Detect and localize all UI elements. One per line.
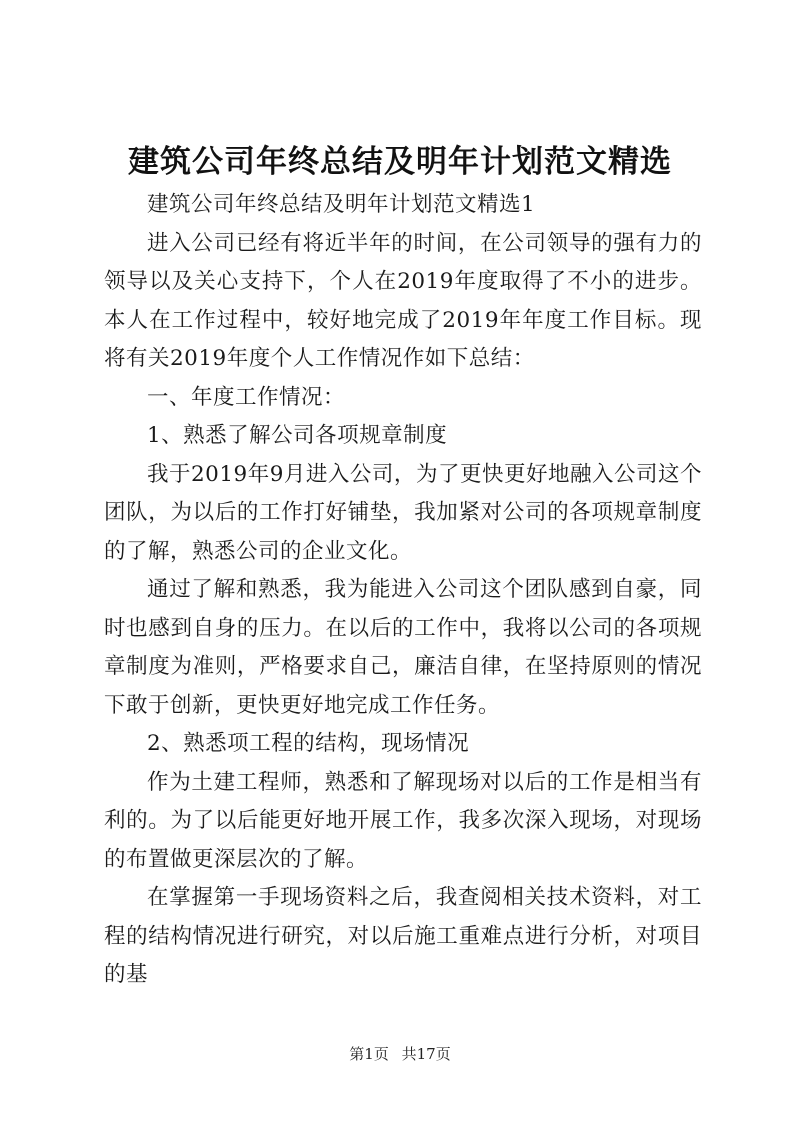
- paragraph: 我于2019年9月进入公司，为了更快更好地融入公司这个团队，为以后的工作打好铺垫，我加紧对公司的各项规章制度的了解，熟悉公司的企业文化。: [104, 461, 702, 564]
- paragraph: 在掌握第一手现场资料之后，我查阅相关技术资料，对工程的结构情况进行研究，对以后施工重难点进行分析，对项目的基: [104, 885, 702, 987]
- page-number: 第1页: [349, 1045, 389, 1063]
- document-title: 建筑公司年终总结及明年计划范文精选: [128, 144, 672, 180]
- page-footer: [0, 1044, 800, 1064]
- section-heading: 一、年度工作情况：: [147, 384, 346, 410]
- section-heading: 2、熟悉项工程的结构，现场情况: [147, 731, 470, 756]
- document-body: [104, 186, 702, 995]
- paragraph: 进入公司已经有将近半年的时间，在公司领导的强有力的领导以及关心支持下，个人在2019年度取得了不小的进步。本人在工作过程中，较好地完成了2019年年度工作目标。现将有关2019年度个人工作情况作如下总结：: [104, 230, 702, 371]
- section-heading: 1、熟悉了解公司各项规章制度: [147, 423, 448, 448]
- paragraph: 通过了解和熟悉，我为能进入公司这个团队感到自豪，同时也感到自身的压力。在以后的工作中，我将以公司的各项规章制度为准则，严格要求自己，廉洁自律，在坚持原则的情况下敢于创新，更快更好地完成工作任务。: [104, 577, 702, 718]
- section-heading: 建筑公司年终总结及明年计划范文精选1: [147, 192, 536, 217]
- paragraph: 作为土建工程师，熟悉和了解现场对以后的工作是相当有利的。为了以后能更好地开展工作，我多次深入现场，对现场的布置做更深层次的了解。: [104, 769, 702, 872]
- page-total: 共17页: [401, 1045, 451, 1063]
